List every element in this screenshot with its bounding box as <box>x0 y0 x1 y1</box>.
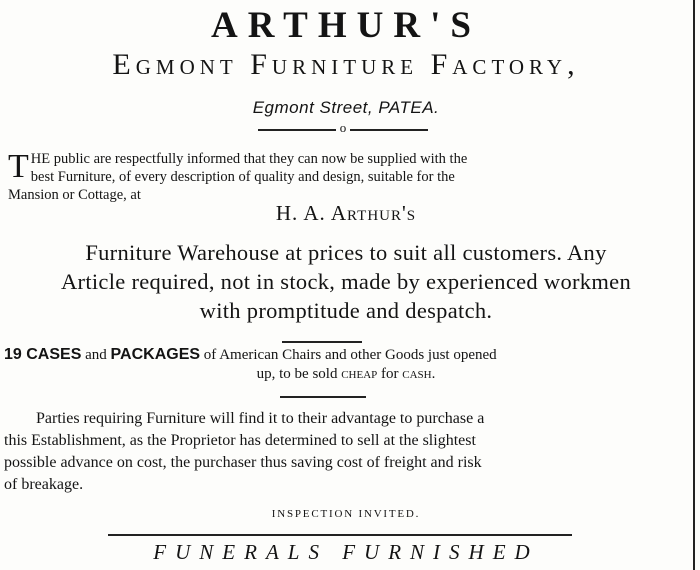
cases-text-1: of American Chairs and other Goods just opened <box>200 347 497 363</box>
cases-paragraph <box>4 345 688 384</box>
inspection-invited: INSPECTION INVITED. <box>271 508 421 520</box>
cash-label: cash. <box>402 366 436 382</box>
packages-label: PACKAGES <box>110 346 201 363</box>
cases-count: 19 CASES <box>4 346 82 363</box>
parties-paragraph <box>4 408 688 496</box>
parties-line-2: this Establishment, as the Proprietor has determined to sell at the slightest <box>4 432 476 449</box>
parties-line-1: Parties requiring Furniture will find it to their advantage to purchase a <box>36 410 485 427</box>
footer-rule <box>108 534 572 536</box>
ornament-rule-right <box>350 129 428 131</box>
funerals-furnished: FUNERALS FURNISHED <box>153 540 539 564</box>
parties-line-4: of breakage. <box>4 476 84 493</box>
cases-line-1 <box>4 345 688 365</box>
column-border <box>693 0 695 570</box>
warehouse-line-3: with promptitude and despatch. <box>199 298 493 323</box>
cheap-label: cheap <box>341 366 378 382</box>
warehouse-line-2: Article required, not in stock, made by experienced workmen <box>60 269 631 294</box>
drop-cap: T <box>8 148 29 185</box>
ornament-divider <box>258 122 428 138</box>
intro-line-3: Mansion or Cottage, at <box>8 187 141 203</box>
cases-for: for <box>377 366 403 382</box>
section-rule <box>282 341 362 343</box>
ornament-rule-left <box>258 129 336 131</box>
proprietor-name: H. A. Arthur's <box>275 201 417 225</box>
intro-paragraph <box>8 150 680 204</box>
advertisement-title: ARTHUR'S <box>211 5 481 46</box>
cases-line-2 <box>4 365 688 384</box>
warehouse-paragraph <box>4 238 688 325</box>
parties-line-3: possible advance on cost, the purchaser thus saving cost of freight and risk <box>4 454 482 471</box>
intro-line-1: HE public are respectfully informed that they can now be supplied with the <box>30 151 468 167</box>
cases-text-2: up, to be sold <box>256 366 342 382</box>
intro-line-2: best Furniture, of every description of quality and design, suitable for the <box>30 169 455 185</box>
ornament-mark: o <box>339 120 347 135</box>
warehouse-line-1: Furniture Warehouse at prices to suit all customers. Any <box>85 240 607 265</box>
section-rule <box>280 396 366 398</box>
cases-and: and <box>81 347 111 363</box>
advertisement-subtitle: Egmont Furniture Factory, <box>112 48 580 81</box>
address-line: Egmont Street, PATEA. <box>252 98 440 117</box>
